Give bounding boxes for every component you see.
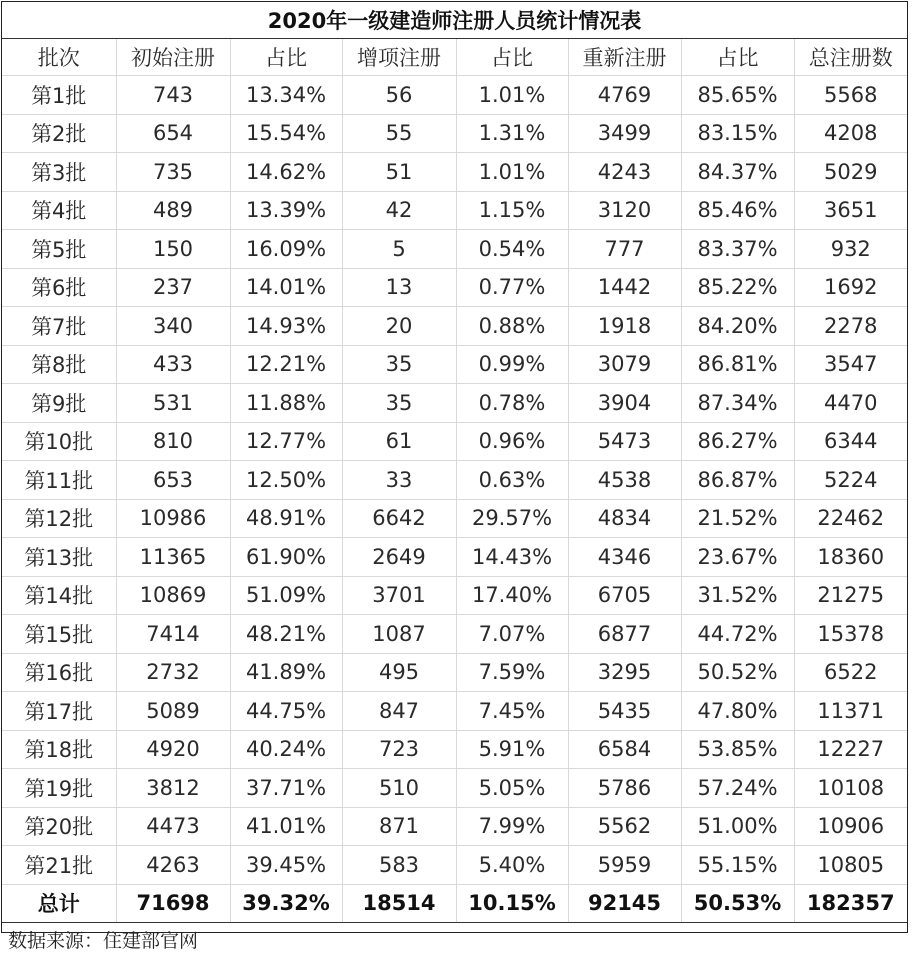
re-ratio-cell: 84.20% [681, 307, 794, 346]
added-ratio-cell: 0.63% [456, 461, 568, 500]
batch-cell: 第15批 [2, 615, 116, 654]
re-registration-cell: 3499 [568, 114, 681, 153]
data-source-note: 数据来源：住建部官网 [8, 930, 199, 952]
re-registration-cell: 5473 [568, 422, 681, 461]
table-row [2, 191, 907, 230]
added-ratio-cell: 5.91% [456, 730, 568, 769]
total-registration-cell: 10805 [794, 846, 907, 885]
re-registration-cell: 6705 [568, 576, 681, 615]
total-registration-cell: 21275 [794, 576, 907, 615]
table-row [2, 615, 907, 654]
batch-cell: 第8批 [2, 345, 116, 384]
initial-registration-cell: 5089 [116, 692, 230, 731]
added-ratio-cell: 7.07% [456, 615, 568, 654]
added-registration-cell: 3701 [342, 576, 456, 615]
initial-ratio-cell: 12.50% [230, 461, 342, 500]
initial-ratio-cell: 51.09% [230, 576, 342, 615]
batch-cell: 第2批 [2, 114, 116, 153]
added-ratio-cell: 5.05% [456, 769, 568, 808]
batch-cell: 第7批 [2, 307, 116, 346]
re-registration-cell: 4538 [568, 461, 681, 500]
re-registration-cell: 777 [568, 230, 681, 269]
re-ratio-cell: 57.24% [681, 769, 794, 808]
added-ratio-cell: 7.45% [456, 692, 568, 731]
initial-ratio-cell: 14.01% [230, 268, 342, 307]
total-registration-cell: 11371 [794, 692, 907, 731]
re-registration-cell: 4769 [568, 76, 681, 115]
grand-total-cell: 182357 [794, 884, 907, 923]
batch-cell: 第14批 [2, 576, 116, 615]
added-registration-cell: 20 [342, 307, 456, 346]
initial-ratio-cell: 41.89% [230, 653, 342, 692]
initial-ratio-cell: 12.77% [230, 422, 342, 461]
batch-cell: 第6批 [2, 268, 116, 307]
table-row [2, 576, 907, 615]
total-added-registration-cell: 18514 [342, 884, 456, 923]
total-re-registration-cell: 92145 [568, 884, 681, 923]
re-ratio-cell: 86.27% [681, 422, 794, 461]
batch-cell: 第17批 [2, 692, 116, 731]
added-ratio-cell: 5.40% [456, 846, 568, 885]
table-row [2, 230, 907, 269]
added-registration-cell: 35 [342, 345, 456, 384]
total-registration-cell: 5029 [794, 153, 907, 192]
batch-cell: 第12批 [2, 499, 116, 538]
statistics-table-document [1, 1, 908, 952]
initial-ratio-cell: 48.21% [230, 615, 342, 654]
header-initial-registration: 初始注册 [116, 39, 230, 76]
initial-registration-cell: 11365 [116, 538, 230, 577]
added-registration-cell: 35 [342, 384, 456, 423]
added-registration-cell: 2649 [342, 538, 456, 577]
table-row [2, 730, 907, 769]
initial-ratio-cell: 41.01% [230, 807, 342, 846]
added-ratio-cell: 1.01% [456, 153, 568, 192]
initial-ratio-cell: 37.71% [230, 769, 342, 808]
initial-ratio-cell: 48.91% [230, 499, 342, 538]
re-ratio-cell: 85.65% [681, 76, 794, 115]
batch-cell: 第1批 [2, 76, 116, 115]
total-registration-cell: 5224 [794, 461, 907, 500]
initial-registration-cell: 10986 [116, 499, 230, 538]
re-registration-cell: 5562 [568, 807, 681, 846]
batch-cell: 第21批 [2, 846, 116, 885]
re-registration-cell: 5786 [568, 769, 681, 808]
batch-cell: 第20批 [2, 807, 116, 846]
batch-cell: 第4批 [2, 191, 116, 230]
table-row [2, 384, 907, 423]
table-row [2, 345, 907, 384]
initial-registration-cell: 150 [116, 230, 230, 269]
total-registration-cell: 18360 [794, 538, 907, 577]
added-registration-cell: 583 [342, 846, 456, 885]
initial-ratio-cell: 61.90% [230, 538, 342, 577]
table-title: 2020年一级建造师注册人员统计情况表 [2, 2, 907, 39]
added-registration-cell: 495 [342, 653, 456, 692]
total-registration-cell: 6344 [794, 422, 907, 461]
total-registration-cell: 3547 [794, 345, 907, 384]
re-ratio-cell: 83.15% [681, 114, 794, 153]
table-row [2, 153, 907, 192]
initial-ratio-cell: 44.75% [230, 692, 342, 731]
added-ratio-cell: 0.88% [456, 307, 568, 346]
initial-registration-cell: 531 [116, 384, 230, 423]
table-row [2, 422, 907, 461]
added-registration-cell: 5 [342, 230, 456, 269]
added-registration-cell: 55 [342, 114, 456, 153]
header-added-registration: 增项注册 [342, 39, 456, 76]
total-registration-cell: 1692 [794, 268, 907, 307]
batch-cell: 第10批 [2, 422, 116, 461]
added-registration-cell: 13 [342, 268, 456, 307]
added-ratio-cell: 7.59% [456, 653, 568, 692]
re-ratio-cell: 31.52% [681, 576, 794, 615]
initial-registration-cell: 735 [116, 153, 230, 192]
re-registration-cell: 5435 [568, 692, 681, 731]
table-row [2, 76, 907, 115]
batch-cell: 第16批 [2, 653, 116, 692]
table-row [2, 499, 907, 538]
total-registration-cell: 932 [794, 230, 907, 269]
header-re-ratio: 占比 [681, 39, 794, 76]
added-ratio-cell: 0.77% [456, 268, 568, 307]
total-initial-registration-cell: 71698 [116, 884, 230, 923]
total-batch-cell: 总计 [2, 884, 116, 923]
initial-registration-cell: 489 [116, 191, 230, 230]
table-row [2, 846, 907, 885]
total-row [2, 884, 907, 923]
initial-registration-cell: 433 [116, 345, 230, 384]
initial-registration-cell: 340 [116, 307, 230, 346]
re-ratio-cell: 86.87% [681, 461, 794, 500]
total-registration-cell: 6522 [794, 653, 907, 692]
re-ratio-cell: 85.46% [681, 191, 794, 230]
re-ratio-cell: 51.00% [681, 807, 794, 846]
re-registration-cell: 4834 [568, 499, 681, 538]
added-registration-cell: 51 [342, 153, 456, 192]
batch-cell: 第13批 [2, 538, 116, 577]
re-registration-cell: 3904 [568, 384, 681, 423]
re-registration-cell: 1442 [568, 268, 681, 307]
initial-registration-cell: 2732 [116, 653, 230, 692]
added-ratio-cell: 0.78% [456, 384, 568, 423]
initial-registration-cell: 3812 [116, 769, 230, 808]
registration-table [2, 39, 907, 923]
added-registration-cell: 847 [342, 692, 456, 731]
initial-registration-cell: 4473 [116, 807, 230, 846]
table-row [2, 653, 907, 692]
total-registration-cell: 5568 [794, 76, 907, 115]
initial-ratio-cell: 40.24% [230, 730, 342, 769]
re-ratio-cell: 55.15% [681, 846, 794, 885]
initial-registration-cell: 10869 [116, 576, 230, 615]
initial-registration-cell: 743 [116, 76, 230, 115]
total-registration-cell: 4470 [794, 384, 907, 423]
initial-ratio-cell: 14.93% [230, 307, 342, 346]
re-ratio-cell: 87.34% [681, 384, 794, 423]
initial-registration-cell: 654 [116, 114, 230, 153]
initial-ratio-cell: 16.09% [230, 230, 342, 269]
table-row [2, 769, 907, 808]
total-registration-cell: 22462 [794, 499, 907, 538]
total-registration-cell: 4208 [794, 114, 907, 153]
initial-ratio-cell: 39.45% [230, 846, 342, 885]
re-registration-cell: 6584 [568, 730, 681, 769]
header-initial-ratio: 占比 [230, 39, 342, 76]
added-registration-cell: 42 [342, 191, 456, 230]
re-registration-cell: 1918 [568, 307, 681, 346]
total-added-ratio-cell: 10.15% [456, 884, 568, 923]
added-registration-cell: 723 [342, 730, 456, 769]
re-registration-cell: 4346 [568, 538, 681, 577]
table-row [2, 461, 907, 500]
added-ratio-cell: 14.43% [456, 538, 568, 577]
initial-ratio-cell: 13.34% [230, 76, 342, 115]
re-ratio-cell: 85.22% [681, 268, 794, 307]
initial-registration-cell: 4920 [116, 730, 230, 769]
added-registration-cell: 6642 [342, 499, 456, 538]
total-registration-cell: 3651 [794, 191, 907, 230]
table-row [2, 807, 907, 846]
added-ratio-cell: 29.57% [456, 499, 568, 538]
re-ratio-cell: 83.37% [681, 230, 794, 269]
table-row [2, 114, 907, 153]
table-row [2, 268, 907, 307]
initial-ratio-cell: 11.88% [230, 384, 342, 423]
table-row [2, 538, 907, 577]
table-row [2, 692, 907, 731]
total-registration-cell: 12227 [794, 730, 907, 769]
initial-ratio-cell: 15.54% [230, 114, 342, 153]
re-ratio-cell: 21.52% [681, 499, 794, 538]
initial-ratio-cell: 14.62% [230, 153, 342, 192]
added-ratio-cell: 0.54% [456, 230, 568, 269]
re-ratio-cell: 23.67% [681, 538, 794, 577]
added-ratio-cell: 1.15% [456, 191, 568, 230]
added-ratio-cell: 1.01% [456, 76, 568, 115]
re-registration-cell: 3120 [568, 191, 681, 230]
header-total-registration: 总注册数 [794, 39, 907, 76]
added-registration-cell: 56 [342, 76, 456, 115]
re-ratio-cell: 47.80% [681, 692, 794, 731]
total-initial-ratio-cell: 39.32% [230, 884, 342, 923]
added-registration-cell: 61 [342, 422, 456, 461]
total-registration-cell: 15378 [794, 615, 907, 654]
initial-registration-cell: 237 [116, 268, 230, 307]
table-body [2, 76, 907, 923]
added-registration-cell: 33 [342, 461, 456, 500]
total-registration-cell: 10108 [794, 769, 907, 808]
initial-ratio-cell: 12.21% [230, 345, 342, 384]
re-ratio-cell: 84.37% [681, 153, 794, 192]
initial-registration-cell: 7414 [116, 615, 230, 654]
re-registration-cell: 3079 [568, 345, 681, 384]
header-re-registration: 重新注册 [568, 39, 681, 76]
initial-registration-cell: 4263 [116, 846, 230, 885]
re-ratio-cell: 53.85% [681, 730, 794, 769]
total-re-ratio-cell: 50.53% [681, 884, 794, 923]
re-registration-cell: 6877 [568, 615, 681, 654]
batch-cell: 第18批 [2, 730, 116, 769]
initial-ratio-cell: 13.39% [230, 191, 342, 230]
header-added-ratio: 占比 [456, 39, 568, 76]
added-ratio-cell: 0.96% [456, 422, 568, 461]
added-registration-cell: 1087 [342, 615, 456, 654]
re-ratio-cell: 86.81% [681, 345, 794, 384]
added-ratio-cell: 17.40% [456, 576, 568, 615]
re-registration-cell: 5959 [568, 846, 681, 885]
re-registration-cell: 3295 [568, 653, 681, 692]
total-registration-cell: 10906 [794, 807, 907, 846]
added-ratio-cell: 7.99% [456, 807, 568, 846]
added-ratio-cell: 1.31% [456, 114, 568, 153]
batch-cell: 第19批 [2, 769, 116, 808]
batch-cell: 第3批 [2, 153, 116, 192]
header-row [2, 39, 907, 76]
batch-cell: 第5批 [2, 230, 116, 269]
added-registration-cell: 871 [342, 807, 456, 846]
batch-cell: 第11批 [2, 461, 116, 500]
header-batch: 批次 [2, 39, 116, 76]
total-registration-cell: 2278 [794, 307, 907, 346]
added-ratio-cell: 0.99% [456, 345, 568, 384]
batch-cell: 第9批 [2, 384, 116, 423]
initial-registration-cell: 653 [116, 461, 230, 500]
table-row [2, 307, 907, 346]
re-ratio-cell: 50.52% [681, 653, 794, 692]
initial-registration-cell: 810 [116, 422, 230, 461]
re-registration-cell: 4243 [568, 153, 681, 192]
re-ratio-cell: 44.72% [681, 615, 794, 654]
added-registration-cell: 510 [342, 769, 456, 808]
